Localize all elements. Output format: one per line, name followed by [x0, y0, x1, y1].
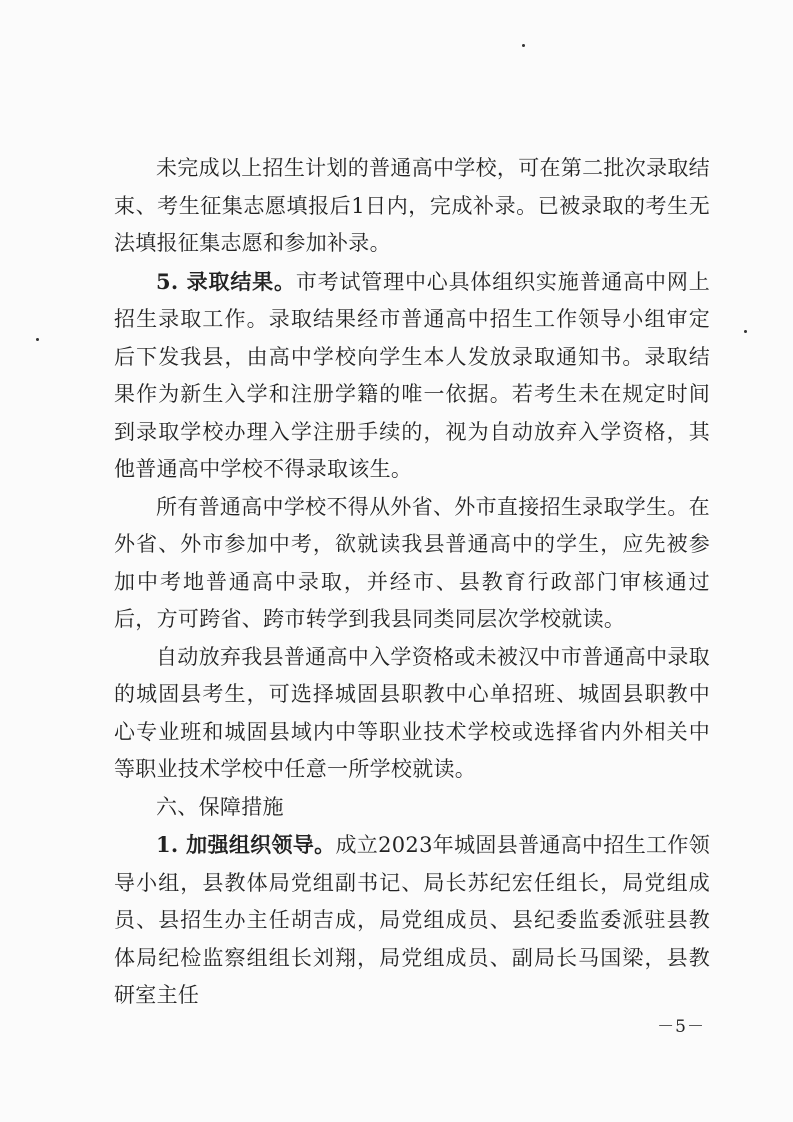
paragraph-text: 成立2023年城固县普通高中招生工作领导小组，县教体局党组副书记、局长苏纪宏任组长，局党组成员、县招生办主任胡吉成，局党组成员、县纪委监委派驻县教体局纪检监察组组长刘翔，局党组成员、副局长马国梁，县教研室主任 [114, 833, 710, 1007]
paragraph-text: 市考试管理中心具体组织实施普通高中网上招生录取工作。录取结果经市普通高中招生工作领导小组审定后下发我县，由高中学校向学生本人发放录取通知书。录取结果作为新生入学和注册学籍的唯一依据。若考生未在规定时间到录取学校办理入学注册手续的，视为自动放弃入学资格，其他普通高中学校不得录取该生。 [114, 269, 711, 481]
page-number: －5－ [657, 1017, 705, 1037]
paragraph-text: 所有普通高中学校不得从外省、外市直接招生录取学生。在外省、外市参加中考，欲就读我县普通高中的学生，应先被参加中考地普通高中录取，并经市、县教育行政部门审核通过后，方可跨省、跨市转学到我县同类同层次学校就读。 [114, 494, 710, 631]
paragraph-out-of-province [114, 489, 710, 639]
paragraph-vocational-options [114, 639, 710, 789]
paragraph-text: 自动放弃我县普通高中入学资格或未被汉中市普通高中录取的城固县考生，可选择城固县职教中心单招班、城固县职教中心专业班和城固县域内中等职业技术学校或选择省内外相关中等职业技术学校中任意一所学校就读。 [114, 644, 710, 781]
scan-speck [744, 330, 747, 333]
paragraph-admission-results [114, 263, 710, 489]
document-body [114, 150, 710, 1015]
paragraph-organization-leadership [114, 826, 710, 1015]
paragraph-lead: 1. 加强组织领导。 [156, 832, 336, 857]
scan-speck [36, 338, 39, 341]
scan-speck [522, 44, 525, 47]
paragraph-supplementary-admission [114, 150, 710, 263]
paragraph-text: 未完成以上招生计划的普通高中学校，可在第二批次录取结束、考生征集志愿填报后1日内，完成补录。已被录取的考生无法填报征集志愿和参加补录。 [114, 156, 710, 255]
paragraph-lead: 5. 录取结果。 [156, 268, 296, 294]
section-heading: 六、保障措施 [156, 794, 284, 819]
